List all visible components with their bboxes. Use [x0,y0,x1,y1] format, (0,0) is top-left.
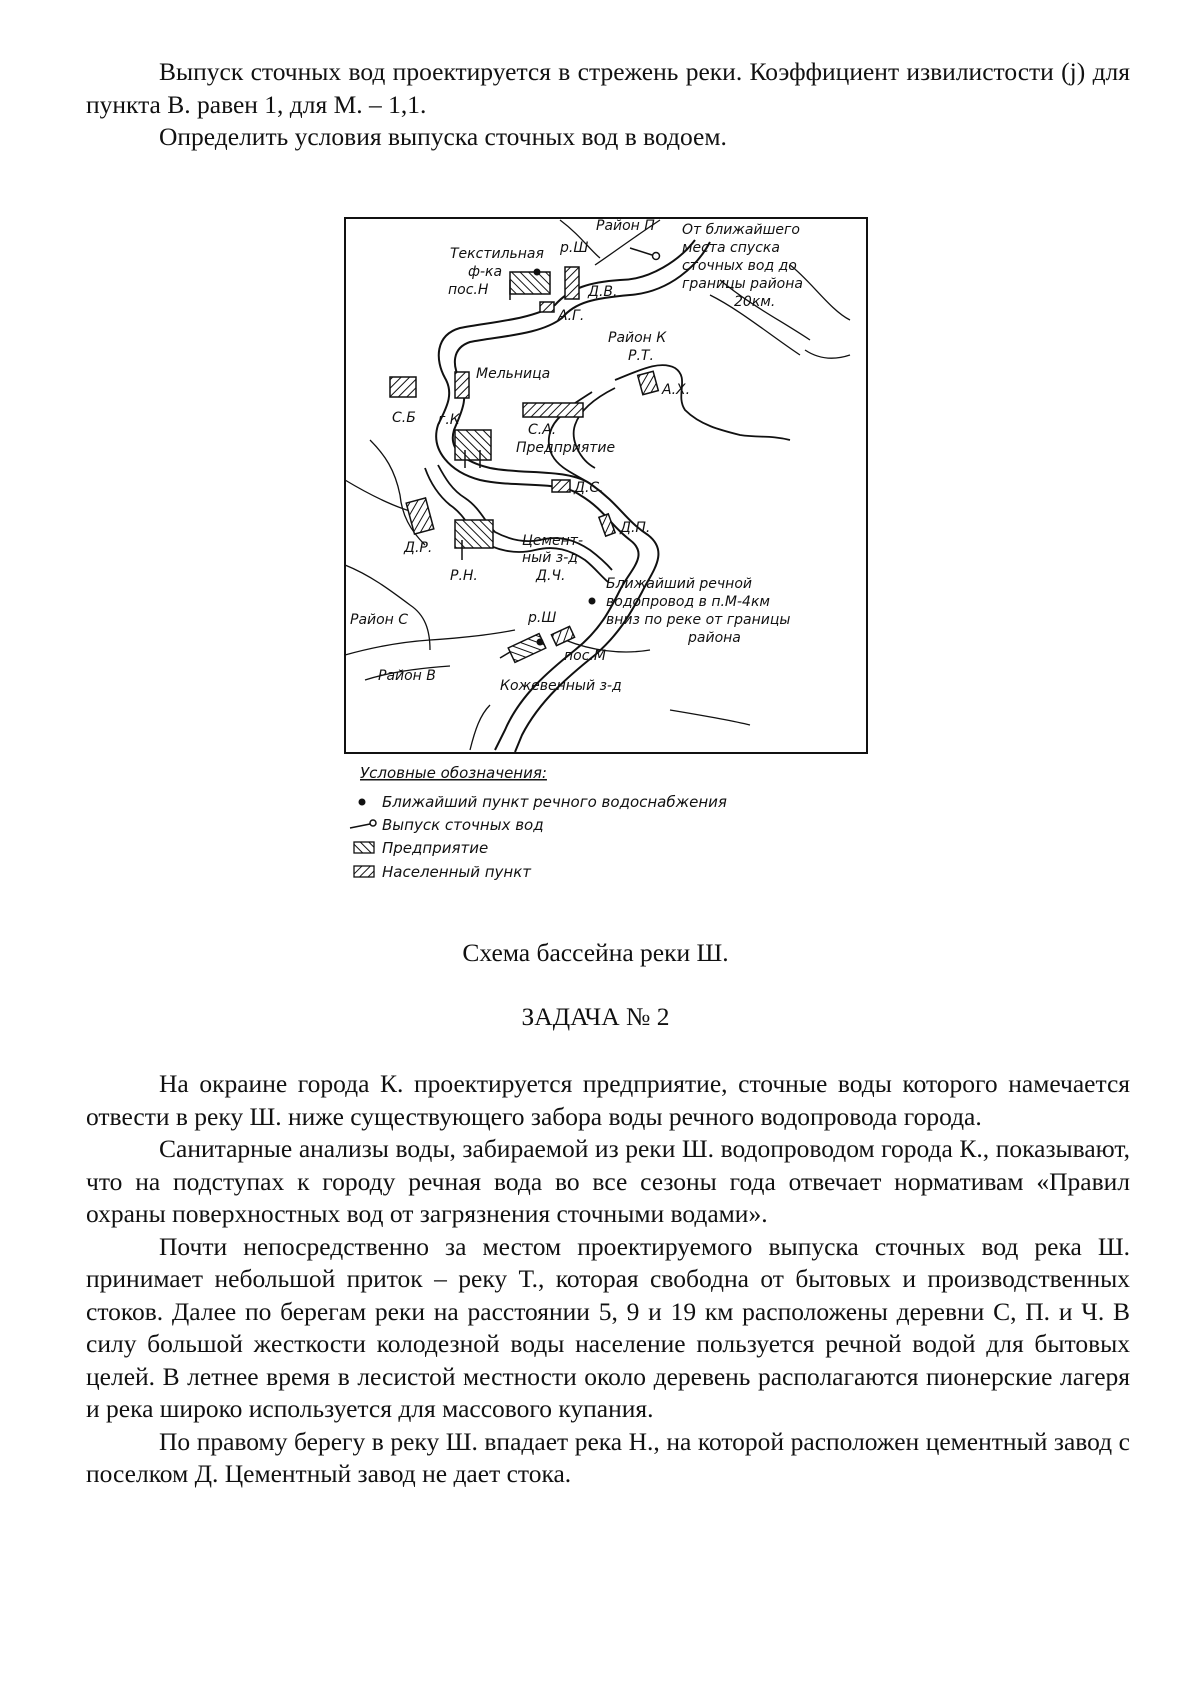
figure-caption: Схема бассейна реки Ш. [462,938,729,967]
label-textile: Текстильная [450,246,544,262]
label-ax: А.Х. [662,382,691,398]
task-text [86,1068,1130,1491]
label-note1-line4: границы района [682,276,803,292]
label-river-top: р.Ш [560,240,589,256]
label-note2-line4: района [688,630,741,646]
label-note1-line3: сточных вод до [682,258,797,274]
label-note2-line3: вниз по реке от границы [606,612,791,628]
task-paragraph-3: Почти непосредственно за местом проектируемого выпуска сточных вод река Ш. принимает небольшой приток – реку Т., которая свободна от бытовых и производственных стоков. Далее по берегам реки на расстоянии 5, 9 и 19 км расположены деревни С, П. и Ч. В силу большой жесткости колодезной воды население пользуется речной водой для бытовых целей. В летнее время в лесистой местности около деревень располагаются пионерские лагеря и река широко используется для массового купания. [86,1231,1130,1423]
legend-title: Условные обозначения: [360,764,547,782]
label-cement-1: Цемент- [522,533,584,549]
label-note1-line5: 20км. [734,294,776,310]
label-textile-2: ф-ка [468,264,503,280]
legend-item-1: Ближайший пункт речного водоснабжения [382,793,727,811]
label-dch: Д.Ч. [536,568,566,584]
label-pos-m: пос.М [564,648,606,664]
task-title: ЗАДАЧА № 2 [521,1002,670,1031]
label-ag: А.Г. [558,308,585,324]
label-note2-line2: водопровод в п.М-4км [606,594,770,610]
task-paragraph-2: Санитарные анализы воды, забираемой из реки Ш. водопроводом города К., показывают, что на подступах к городу речная вода во все сезоны года отвечает нормативам «Правил охраны поверхностных вод от загрязнения сточными водами». [86,1134,1130,1228]
label-rn: Р.Н. [450,568,478,584]
legend-enterprise-icon [354,842,374,853]
label-sa: С.А. [528,422,557,438]
label-leather: Кожевенный з-д [500,678,622,694]
legend-settlement-icon [354,866,374,877]
label-mill: Мельница [476,366,551,382]
label-enterprise: Предприятие [516,440,616,456]
label-rayon-v: Район В [378,668,436,684]
legend-item-3: Предприятие [382,839,489,857]
legend-discharge-icon [350,820,376,828]
label-gk: г.К [438,412,460,428]
map-legend [350,764,727,881]
label-note1-line1: От ближайшего [682,222,800,238]
label-sb: С.Б [392,410,416,426]
legend-item-2: Выпуск сточных вод [382,816,544,834]
label-river-bottom: р.Ш [528,610,557,626]
label-rayon-k: Район К [608,330,667,346]
label-dr: Д.Р. [404,540,433,556]
intro-text [86,56,1130,154]
intro-paragraph-1: Выпуск сточных вод проектируется в стрежень реки. Коэффициент извилистости (j) для пункта В. равен 1, для М. – 1,1. [86,57,1130,119]
river-basin-map [330,210,870,900]
legend-item-4: Населенный пункт [382,863,532,881]
intro-paragraph-2: Определить условия выпуска сточных вод в водоем. [159,122,727,151]
label-dp: Д.П. [620,520,651,536]
label-pos-n: пос.Н [448,282,489,298]
legend-supply-point-icon [359,799,366,806]
label-note1-line2: места спуска [682,240,780,256]
label-rayon-s: Район С [350,612,409,628]
label-rayon-p: Район П [596,218,655,234]
label-ds: Д.С. [574,480,604,496]
task-paragraph-1: На окраине города К. проектируется предприятие, сточные воды которого намечается отвести в реку Ш. ниже существующего забора воды речного водопровода города. [86,1069,1130,1131]
label-dv: Д.В. [588,284,618,300]
label-note2-line1: Ближайший речной [606,576,752,592]
water-supply-points [534,269,596,646]
label-cement-2: ный з-д [522,550,578,566]
task-paragraph-4: По правому берегу в реку Ш. впадает река Н., на которой расположен цементный завод с поселком Д. Цементный завод не дает стока. [86,1426,1130,1488]
label-rt: Р.Т. [628,348,654,364]
